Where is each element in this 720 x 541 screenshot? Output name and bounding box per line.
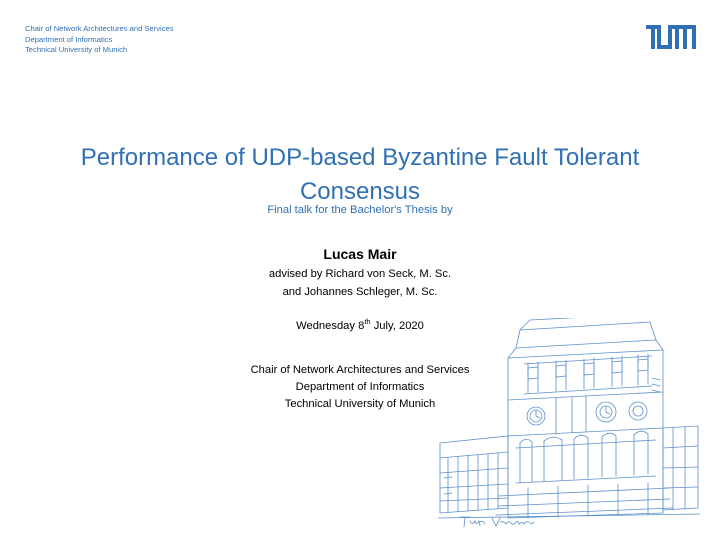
header-department: Department of Informatics — [25, 34, 113, 44]
date-ordinal-suffix: th — [364, 317, 371, 326]
header-chair: Chair of Network Architectures and Services — [25, 24, 174, 33]
advisors — [0, 265, 720, 301]
illustration-signature — [458, 514, 536, 530]
slide-subtitle: Final talk for the Bachelor's Thesis by — [267, 204, 453, 216]
clock-tower-illustration — [438, 318, 700, 523]
title-line-2: Consensus — [299, 178, 421, 205]
org-university: Technical University of Munich — [284, 398, 436, 410]
header-university: Technical University of Munich — [25, 45, 128, 54]
tum-logo — [646, 25, 696, 49]
title-line-1: Performance of UDP-based Byzantine Fault Tolerant — [80, 144, 640, 171]
header-affiliation — [25, 24, 174, 56]
org-department: Department of Informatics — [295, 381, 425, 393]
org-chair: Chair of Network Architectures and Services — [250, 364, 470, 376]
slide-title — [0, 141, 720, 209]
advisor-line-2: and Johannes Schleger, M. Sc. — [282, 286, 438, 298]
author-name: Lucas Mair — [323, 246, 397, 262]
date-prefix: Wednesday 8 — [296, 320, 365, 332]
date-rest: July, 2020 — [370, 320, 424, 332]
advisor-line-1: advised by Richard von Seck, M. Sc. — [268, 268, 452, 280]
